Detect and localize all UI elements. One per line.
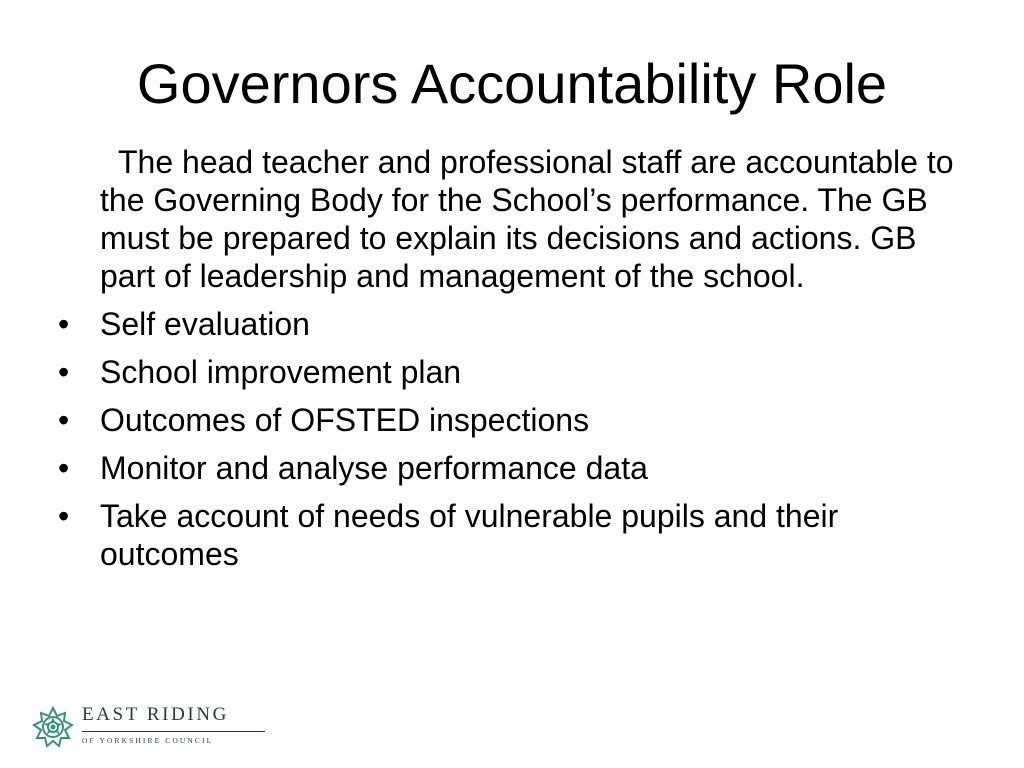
bullet-icon: •	[58, 354, 70, 390]
council-logo	[32, 702, 272, 750]
bullet-item	[58, 305, 980, 343]
bullet-text: School improvement plan	[100, 354, 462, 390]
bullet-icon: •	[58, 450, 70, 486]
bullet-item	[58, 497, 980, 573]
bullet-list	[58, 305, 980, 573]
bullet-item	[58, 401, 980, 439]
bullet-icon: •	[58, 402, 70, 438]
bullet-text: Take account of needs of vulnerable pupils and their outcomes	[100, 498, 839, 572]
bullet-item	[58, 449, 980, 487]
logo-subtitle: OF YORKSHIRE COUNCIL	[82, 736, 214, 745]
logo-divider	[82, 731, 265, 732]
slide-title: Governors Accountability Role	[136, 52, 888, 115]
bullet-icon: •	[58, 498, 70, 534]
bullet-icon: •	[58, 306, 70, 342]
bullet-text: Monitor and analyse performance data	[100, 450, 648, 486]
intro-paragraph: The head teacher and professional staff are accountable to the Governing Body for the School’s performance. The GB must be prepared to explain its decisions and actions. GB part of leadership and management of the school.	[100, 144, 954, 294]
bullet-text: Self evaluation	[100, 306, 310, 342]
yorkshire-rose-icon	[32, 706, 74, 748]
slide-body	[58, 143, 980, 583]
bullet-item	[58, 353, 980, 391]
bullet-text: Outcomes of OFSTED inspections	[100, 402, 590, 438]
logo-name: EAST RIDING	[82, 704, 229, 725]
